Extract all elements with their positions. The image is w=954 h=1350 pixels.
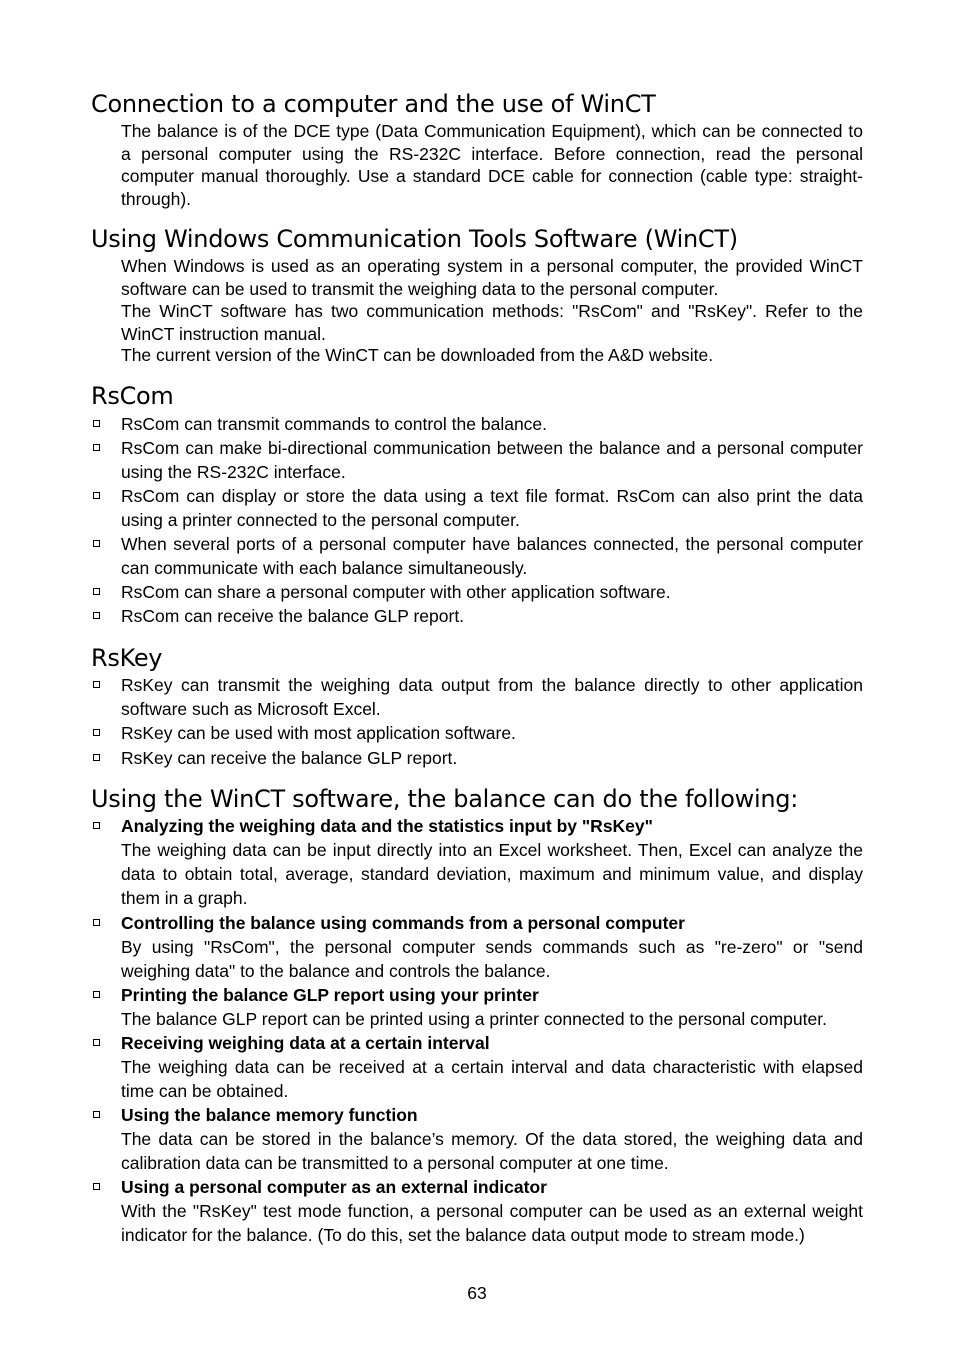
page-number: 63 — [467, 1283, 487, 1303]
checkbox-square-icon — [93, 540, 100, 547]
list-item: RsKey can transmit the weighing data output from the balance directly to other application software such as Microsoft Excel. — [91, 673, 863, 721]
paragraph: When Windows is used as an operating system in a personal computer, the provided WinCT software can be used to transmit the weighing data to the personal computer. — [121, 256, 863, 299]
checkbox-square-icon — [93, 444, 100, 451]
checkbox-square-icon — [93, 1039, 100, 1046]
section-heading-rscom: RsCom — [91, 382, 174, 410]
paragraph: The current version of the WinCT can be downloaded from the A&D website. — [121, 345, 714, 365]
checkbox-square-icon — [93, 612, 100, 619]
paragraph: The balance is of the DCE type (Data Communication Equipment), which can be connected to a personal computer using the RS-232C interface. Before connection, read the personal computer manual thoroughly. Use a standard DCE cable for connection (cable type: straight-through). — [121, 121, 863, 209]
checkbox-square-icon — [93, 1111, 100, 1118]
feature-item: Using the balance memory function The data can be stored in the balance’s memory. Of the data stored, the weighing data and calibration data can be transmitted to a personal computer at one time. — [91, 1103, 863, 1175]
checkbox-square-icon — [93, 919, 100, 926]
checkbox-square-icon — [93, 1183, 100, 1190]
list-item: When several ports of a personal computer have balances connected, the personal computer can communicate with each balance simultaneously. — [91, 532, 863, 580]
checkbox-square-icon — [93, 822, 100, 829]
list-item: RsCom can receive the balance GLP report. — [91, 604, 863, 628]
checkbox-square-icon — [93, 588, 100, 595]
list-item: RsCom can display or store the data using a text file format. RsCom can also print the data using a printer connected to the personal computer. — [91, 484, 863, 532]
section-heading-capabilities: Using the WinCT software, the balance can do the following: — [91, 785, 798, 813]
checkbox-square-icon — [93, 420, 100, 427]
feature-item: Receiving weighing data at a certain interval The weighing data can be received at a certain interval and data characteristic with elapsed time can be obtained. — [91, 1031, 863, 1103]
section-heading-connection: Connection to a computer and the use of WinCT — [91, 90, 656, 118]
paragraph: The WinCT software has two communication methods: "RsCom" and "RsKey". Refer to the WinCT instruction manual. — [121, 301, 863, 344]
checkbox-square-icon — [93, 754, 100, 761]
feature-item: Analyzing the weighing data and the statistics input by "RsKey" The weighing data can be input directly into an Excel worksheet. Then, Excel can analyze the data to obtain total, average, standard deviation, maximum and minimum value, and display them in a graph. — [91, 814, 863, 910]
checkbox-square-icon — [93, 492, 100, 499]
list-item: RsCom can transmit commands to control the balance. — [91, 412, 863, 436]
checkbox-square-icon — [93, 729, 100, 736]
list-item: RsKey can be used with most application software. — [91, 721, 863, 745]
feature-item: Using a personal computer as an external indicator With the "RsKey" test mode function, a personal computer can be used as an external weight indicator for the balance. (To do this, set the balance data output mode to stream mode.) — [91, 1175, 863, 1247]
feature-item: Printing the balance GLP report using your printer The balance GLP report can be printed using a printer connected to the personal computer. — [91, 983, 863, 1031]
section-heading-winct: Using Windows Communication Tools Software (WinCT) — [91, 225, 738, 253]
feature-item: Controlling the balance using commands from a personal computer By using "RsCom", the personal computer sends commands such as "re-zero" or "send weighing data" to the balance and controls the balance. — [91, 911, 863, 983]
checkbox-square-icon — [93, 991, 100, 998]
list-item: RsKey can receive the balance GLP report. — [91, 746, 863, 770]
section-heading-rskey: RsKey — [91, 644, 163, 672]
list-item: RsCom can make bi-directional communication between the balance and a personal computer using the RS-232C interface. — [91, 436, 863, 484]
checkbox-square-icon — [93, 681, 100, 688]
list-item: RsCom can share a personal computer with other application software. — [91, 580, 863, 604]
